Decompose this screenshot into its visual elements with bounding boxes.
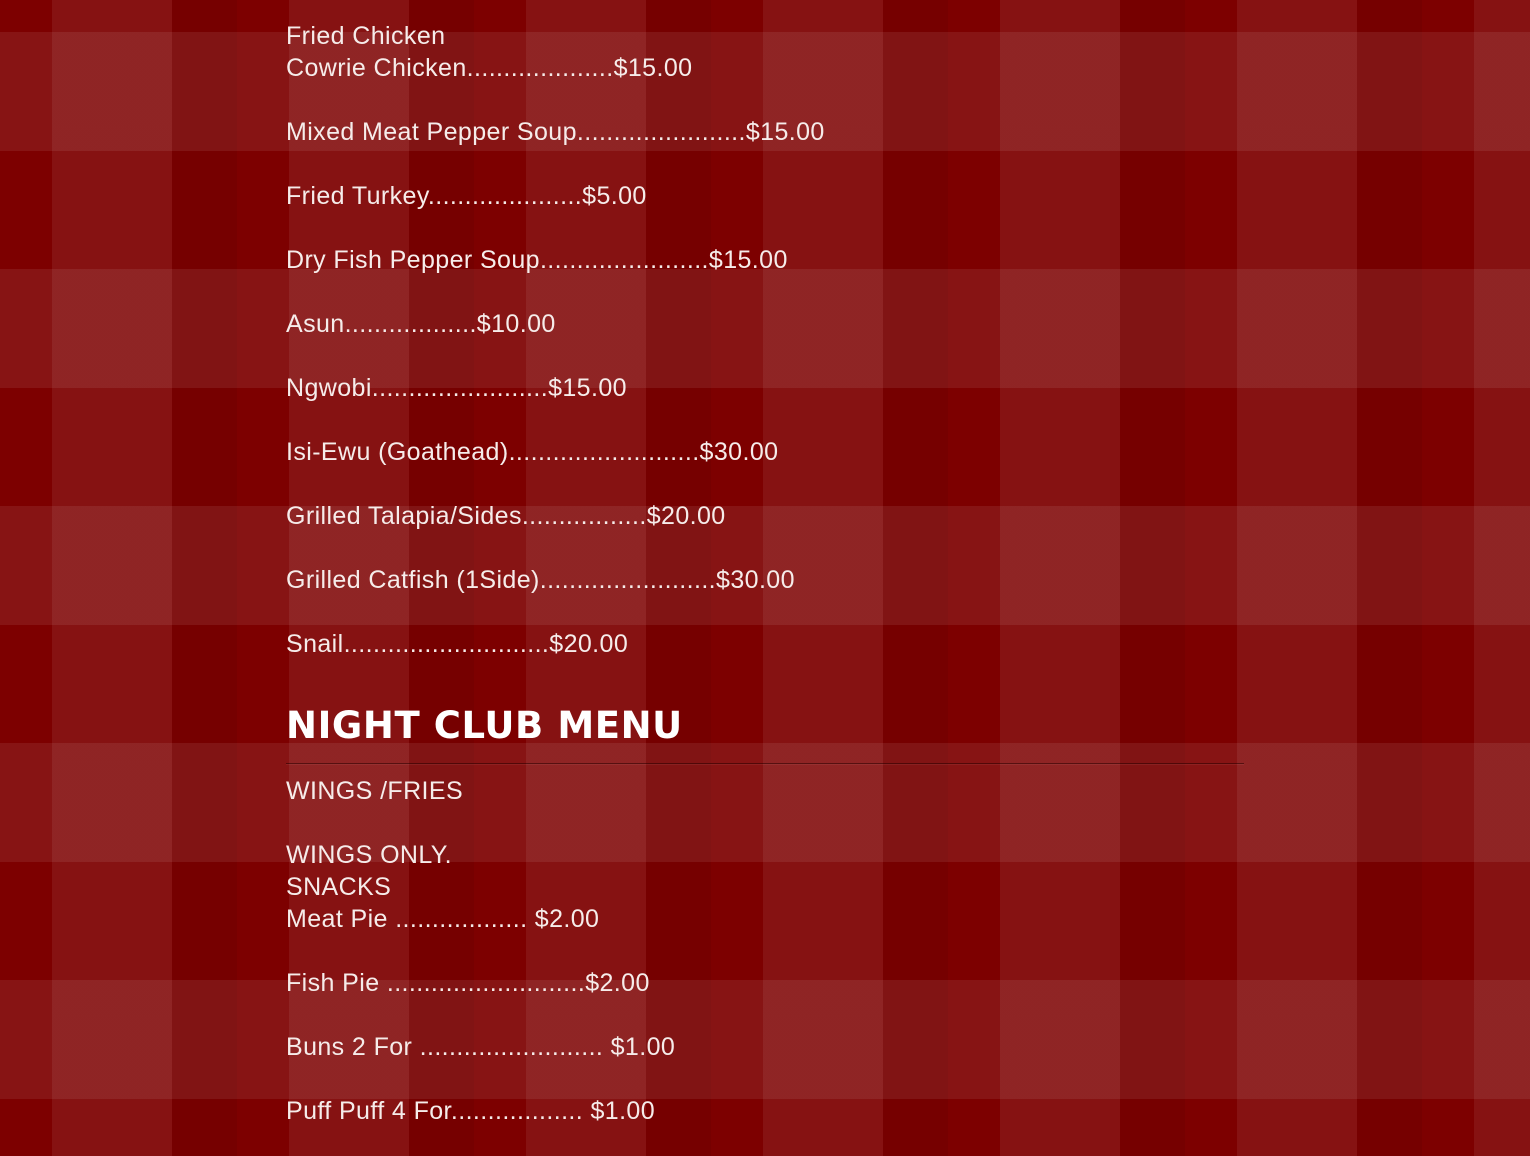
night-club-menu-list: [286, 775, 1246, 1127]
section-divider: [286, 763, 1244, 765]
menu-item: Meat Pie .................. $2.00: [286, 905, 600, 933]
menu-item: Ngwobi........................$15.00: [286, 374, 627, 402]
menu-category: SNACKS: [286, 873, 392, 901]
menu-category: WINGS ONLY.: [286, 841, 453, 869]
menu-item: Fried Chicken: [286, 22, 446, 50]
menu-item: Dry Fish Pepper Soup.......................$15.00: [286, 246, 788, 274]
menu-item: Mixed Meat Pepper Soup.......................$15.00: [286, 118, 825, 146]
menu-item: Snail............................$20.00: [286, 630, 629, 658]
menu-page: [286, 20, 1246, 1127]
night-club-menu-heading: NIGHT CLUB MENU: [286, 704, 683, 747]
menu-item: Puff Puff 4 For.................. $1.00: [286, 1097, 656, 1125]
menu-item: Grilled Catfish (1Side)........................$30.00: [286, 566, 795, 594]
food-menu-list: [286, 20, 1246, 660]
menu-item: Cowrie Chicken....................$15.00: [286, 54, 693, 82]
menu-item: Buns 2 For ......................... $1.00: [286, 1033, 676, 1061]
menu-item: Fish Pie ...........................$2.00: [286, 969, 650, 997]
menu-item: Grilled Talapia/Sides.................$20.00: [286, 502, 726, 530]
menu-category: WINGS /FRIES: [286, 777, 464, 805]
menu-item: Asun..................$10.00: [286, 310, 556, 338]
menu-item: Isi-Ewu (Goathead)..........................$30.00: [286, 438, 779, 466]
menu-item: Fried Turkey.....................$5.00: [286, 182, 647, 210]
